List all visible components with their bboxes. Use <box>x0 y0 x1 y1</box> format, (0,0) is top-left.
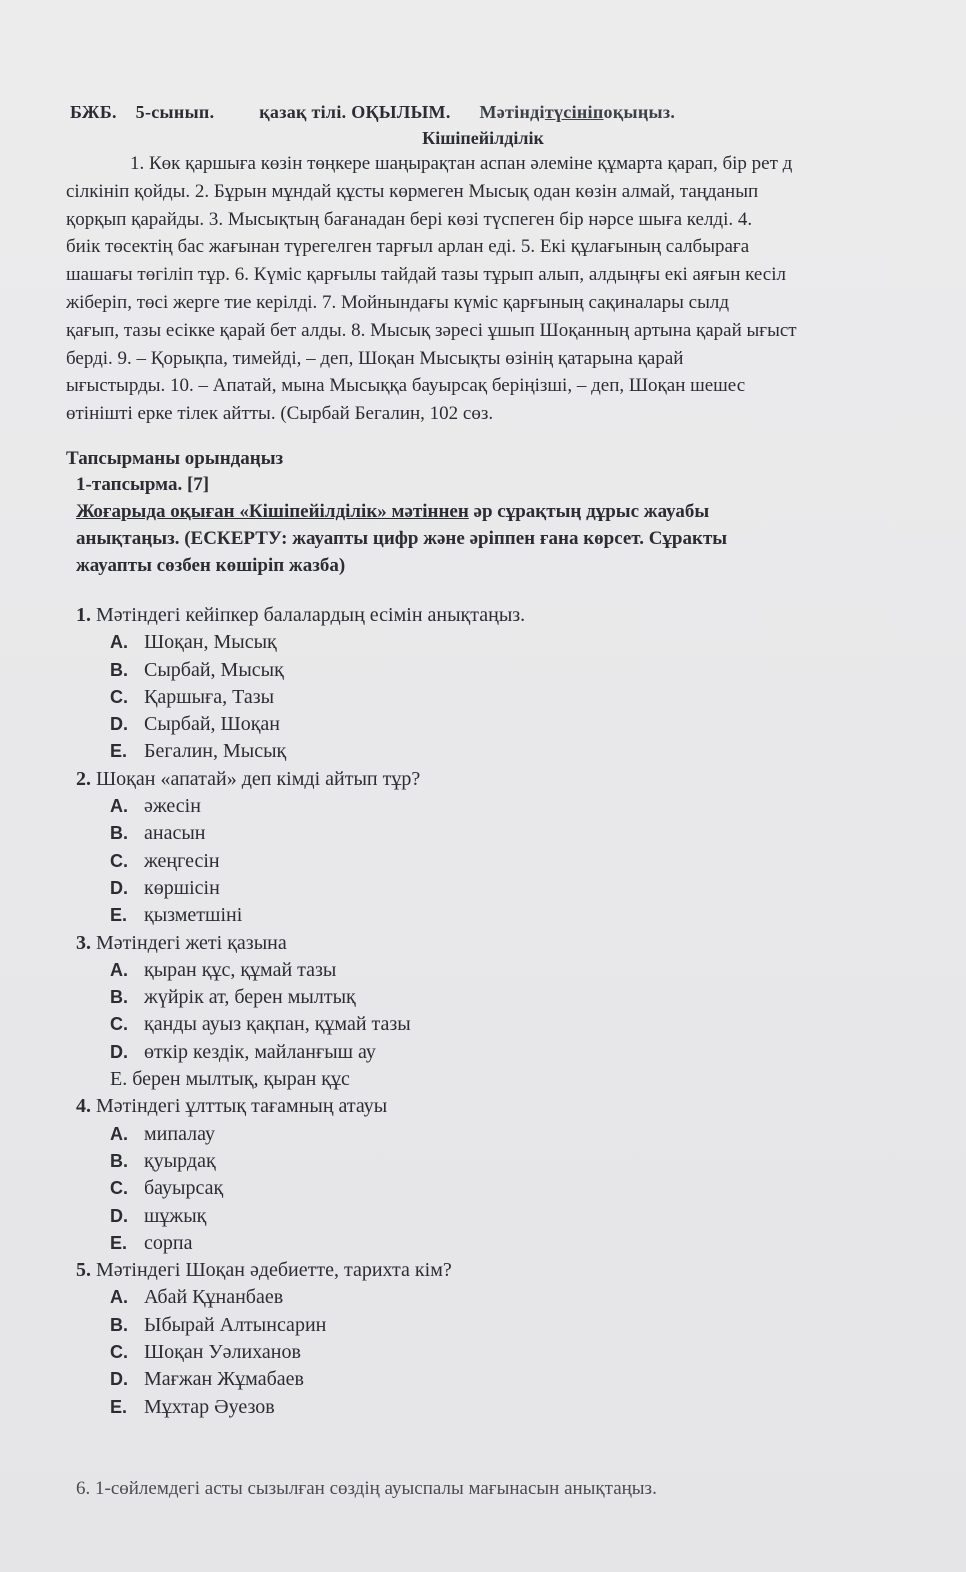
answer-option <box>76 1394 936 1421</box>
option-letter: A. <box>110 959 128 980</box>
question-number: 5. <box>76 1259 91 1282</box>
answer-option <box>76 820 936 847</box>
question-text: Шоқан «апатай» деп кімді айтып тұр? <box>96 767 421 790</box>
option-text: Шоқан, Мысық <box>144 631 277 654</box>
answer-option <box>76 1203 936 1230</box>
answer-option <box>76 1175 936 1202</box>
answer-option <box>76 657 936 684</box>
question-6: 6. 1-сөйлемдегі асты сызылған сөздің ауыспалы мағынасын анықтаңыз. <box>76 1478 657 1499</box>
option-letter: B. <box>110 1150 128 1171</box>
passage-line: қорқып қарайды. 3. Мысықтың бағанадан бері көзі түспеген бір нәрсе шыға келді. 4. <box>66 208 753 230</box>
option-letter: A. <box>110 632 128 653</box>
task-instruction-line: анықтаңыз. (ЕСКЕРТУ: жауапты цифр және әріппен ғана көрсет. Сұракты <box>76 528 728 549</box>
header-subject: қазақ тілі. ОҚЫЛЫМ. <box>259 102 451 122</box>
task-instruction-line <box>76 498 966 525</box>
option-text: Ыбырай Алтынсарин <box>144 1313 327 1336</box>
option-text: Шоқан Уәлиханов <box>144 1341 301 1364</box>
answer-option <box>76 875 936 902</box>
answer-option <box>76 1339 936 1366</box>
question-number: 4. <box>76 1095 91 1118</box>
task-instruction-line: жауапты сөзбен көшіріп жазба) <box>76 555 346 576</box>
worksheet-header <box>70 102 950 123</box>
answer-option <box>76 1066 936 1093</box>
option-letter: D. <box>110 1041 128 1062</box>
option-text: мипалау <box>144 1122 215 1145</box>
answer-option <box>76 1312 936 1339</box>
answer-option <box>76 902 936 929</box>
option-text: Сырбай, Шоқан <box>144 713 281 736</box>
option-letter: E. <box>110 1232 128 1253</box>
header-instruction-post: оқыңыз. <box>603 102 676 122</box>
question <box>76 602 936 629</box>
task-subheading: 1-тапсырма. [7] <box>76 474 210 495</box>
option-letter: A. <box>110 796 128 817</box>
passage-line: қағып, тазы есікке қарай бет алды. 8. Мысық зәресі ұшып Шоқанның артына қарай ығыст <box>66 319 797 341</box>
option-letter: B. <box>110 987 128 1008</box>
option-text: қанды ауыз қақпан, құмай тазы <box>144 1013 411 1036</box>
option-letter: D. <box>110 877 128 898</box>
option-letter: D. <box>110 1369 128 1390</box>
option-text: әжесін <box>144 795 201 818</box>
task-instruction-underlined: Жоғарыда оқыған «Кішіпейілділік» мәтіннен <box>76 501 469 522</box>
passage-line: 1. Көк қаршыға көзін төңкере шаңырақтан аспан әлеміне құмарта қарап, бір рет д <box>130 153 793 174</box>
answer-option <box>76 848 936 875</box>
option-text: Сырбай, Мысық <box>144 658 284 681</box>
answer-option <box>76 1011 936 1038</box>
question-number: 2. <box>76 767 91 790</box>
option-letter: E. <box>110 741 128 762</box>
answer-option <box>76 1148 936 1175</box>
passage-line: шашағы төгіліп тұр. 6. Күміс қарғылы тайдай тазы тұрып алып, алдыңғы екі аяғын кесіл <box>66 264 787 286</box>
answer-option <box>76 1366 936 1393</box>
answer-option <box>76 984 936 1011</box>
option-text: Мағжан Жұмабаев <box>144 1368 304 1391</box>
answer-option <box>76 1230 936 1257</box>
header-instruction-pre: Мәтінді <box>479 102 545 122</box>
option-letter: C. <box>110 850 128 871</box>
option-letter: C. <box>110 1014 128 1035</box>
answer-option <box>76 1039 936 1066</box>
option-text: Бегалин, Мысық <box>144 740 287 763</box>
answer-option <box>76 684 936 711</box>
option-text: Мұхтар Әуезов <box>144 1395 275 1418</box>
option-text: қызметшіні <box>144 904 243 927</box>
option-text: Қаршыға, Тазы <box>144 685 275 708</box>
question <box>76 766 936 793</box>
option-letter: A. <box>110 1123 128 1144</box>
task-instruction <box>76 498 966 579</box>
option-text: Абай Құнанбаев <box>144 1286 284 1309</box>
answer-option <box>76 957 936 984</box>
header-instruction-underlined: түсініп <box>544 102 604 122</box>
question <box>76 930 936 957</box>
passage-line: биік төсектің бас жағынан түрегелген тарғыл арлан еді. 5. Екі құлағының салбыраға <box>66 236 750 258</box>
answer-option <box>76 738 936 765</box>
question-text: Мәтіндегі кейіпкер балалардың есімін анықтаңыз. <box>96 604 526 626</box>
option-text: өткір кездік, майланғыш ау <box>144 1040 376 1063</box>
header-bjb: БЖБ. <box>70 102 117 122</box>
option-letter: D. <box>110 714 128 735</box>
passage-line: жіберіп, төсі жерге тие керілді. 7. Мойнындағы күміс қарғының сақиналары сылд <box>66 291 729 313</box>
option-letter: B. <box>110 823 128 844</box>
question-text: Мәтіндегі жеті қазына <box>96 931 287 954</box>
option-letter: A. <box>110 1287 128 1308</box>
option-text: қуырдақ <box>144 1149 216 1172</box>
answer-option <box>76 1121 936 1148</box>
passage-title: Кішіпейілділік <box>422 128 544 148</box>
option-text: жеңгесін <box>144 849 220 872</box>
question-text: Мәтіндегі ұлттық тағамның атауы <box>96 1095 388 1118</box>
answer-option <box>76 793 936 820</box>
option-letter: E. <box>110 1396 128 1417</box>
task-instruction-rest: әр сұрақтың дұрыс жауабы <box>468 501 710 522</box>
question <box>76 1257 936 1284</box>
option-text: жүйрік ат, берен мылтық <box>144 986 356 1009</box>
option-letter: C. <box>110 686 128 707</box>
passage-line: ығыстырды. 10. – Апатай, мына Мысыққа бауырсақ беріңізші, – деп, Шоқан шешес <box>66 375 746 397</box>
option-letter: C. <box>110 1342 128 1363</box>
passage-line: берді. 9. – Қорықпа, тимейді, – деп, Шоқан Мысықты өзінің қатарына қарай <box>66 347 684 369</box>
option-letter: E. <box>110 905 128 926</box>
question-list <box>76 602 936 1421</box>
passage-line: сілкініп қойды. 2. Бұрын мұндай құсты көрмеген Мысық одан көзін алмай, таңданып <box>66 180 759 202</box>
option-text: шұжық <box>144 1204 207 1227</box>
question <box>76 1093 936 1120</box>
task-heading: Тапсырманы орындаңыз <box>66 448 284 469</box>
option-letter: B. <box>110 1314 128 1335</box>
option-letter: B. <box>110 659 128 680</box>
answer-option <box>76 711 936 738</box>
passage-line: өтінішті ерке тілек айтты. (Сырбай Бегалин, 102 сөз. <box>66 403 494 425</box>
header-grade: 5-сынып. <box>135 102 215 122</box>
option-text: қыран құс, құмай тазы <box>144 958 337 981</box>
option-text: сорпа <box>144 1231 193 1254</box>
reading-passage <box>66 150 961 428</box>
option-text: көршісін <box>144 876 220 899</box>
answer-option <box>76 1284 936 1311</box>
question-number: 3. <box>76 931 91 954</box>
option-text: Е. берен мылтық, қыран құс <box>110 1068 350 1091</box>
question-text: Мәтіндегі Шоқан әдебиетте, тарихта кім? <box>96 1259 452 1282</box>
option-letter: D. <box>110 1205 128 1226</box>
option-letter: C. <box>110 1178 128 1199</box>
answer-option <box>76 629 936 656</box>
option-text: бауырсақ <box>144 1177 224 1200</box>
option-text: анасын <box>144 822 206 845</box>
question-number: 1. <box>76 604 91 626</box>
header-instruction <box>479 102 675 123</box>
